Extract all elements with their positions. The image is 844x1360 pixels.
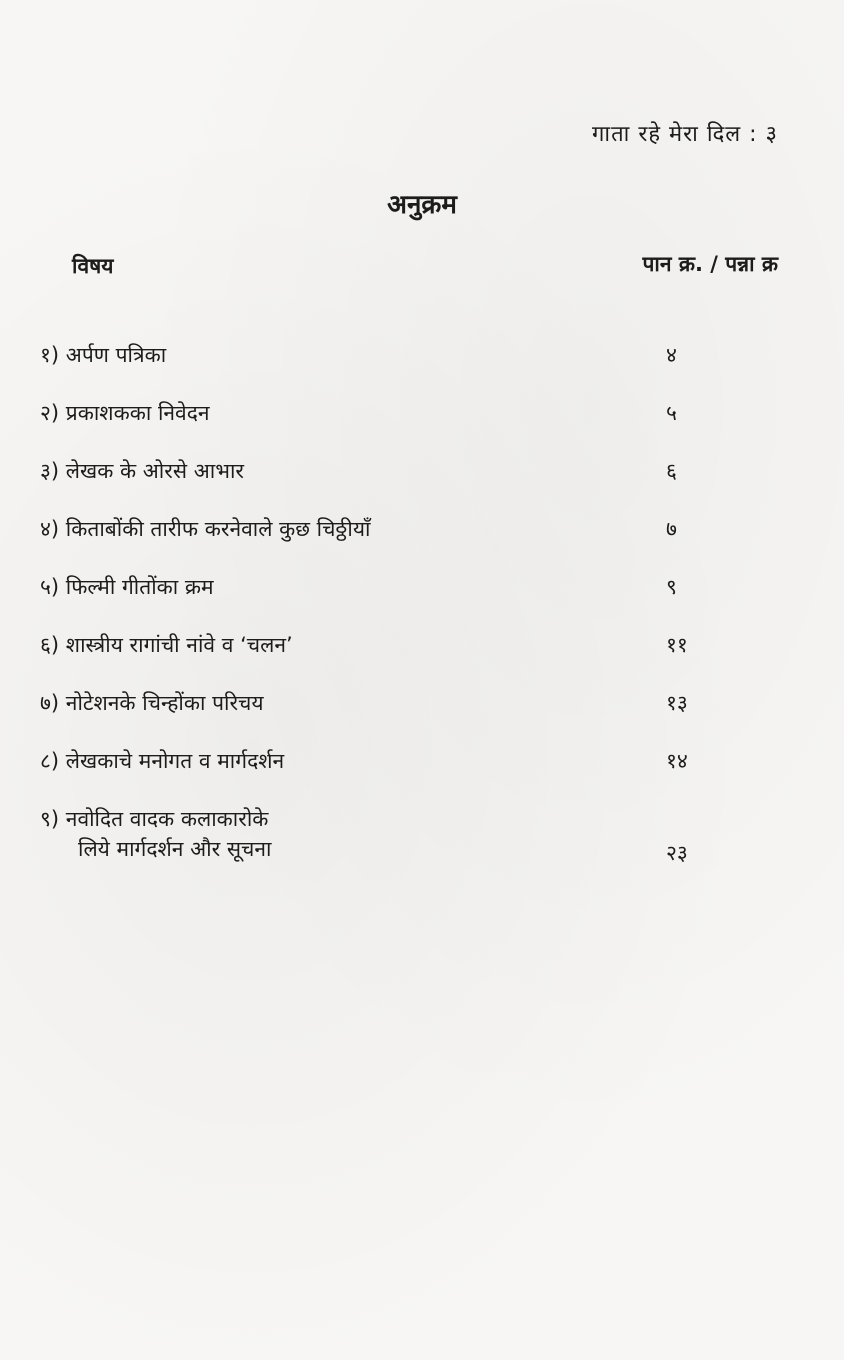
toc-entry[interactable] [40,398,740,456]
toc-entry-label: ५) फिल्मी गीतोंका क्रम [40,575,214,599]
toc-entry[interactable] [40,630,740,688]
toc-entry-label: ६) शास्त्रीय रागांची नांवे व ‘चलन’ [40,633,293,657]
toc-entry-label: १) अर्पण पत्रिका [40,343,167,367]
toc-entry-label [40,804,600,864]
toc-entry-label-line1: ९) नवोदित वादक कलाकारोके [40,807,269,831]
toc-entry-label: ८) लेखकाचे मनोगत व मार्गदर्शन [40,749,285,773]
running-header: गाता रहे मेरा दिल : ३ [592,122,778,147]
toc-entry[interactable] [40,746,740,804]
toc-entry[interactable] [40,804,740,884]
toc-entry[interactable] [40,514,740,572]
toc-entry-page: ५ [666,401,677,425]
toc-entry-page: ९ [666,575,677,599]
column-header-page: पान क्र. / पन्ना क्र [642,252,778,276]
toc-entry-page: ६ [666,459,677,483]
toc-entry-label: ७) नोटेशनके चिन्होंका परिचय [40,691,264,715]
toc-entry[interactable] [40,340,740,398]
table-of-contents [40,340,740,884]
toc-entry-page: ११ [666,633,688,657]
toc-entry-label: २) प्रकाशकका निवेदन [40,401,210,425]
toc-entry-label-line2: लिये मार्गदर्शन और सूचना [78,837,272,861]
toc-entry-page: ४ [666,343,677,367]
toc-entry-page: २३ [666,841,688,865]
column-header-subject: विषय [72,254,114,278]
toc-entry-page: १३ [666,691,688,715]
toc-entry-page: १४ [666,749,688,773]
toc-entry[interactable] [40,688,740,746]
contents-title: अनुक्रम [387,190,457,220]
toc-entry[interactable] [40,456,740,514]
toc-entry-label: ३) लेखक के ओरसे आभार [40,459,245,483]
toc-entry-page: ७ [666,517,677,541]
toc-entry-label: ४) किताबोंकी तारीफ करनेवाले कुछ चिठ्ठीयाँ [40,517,371,541]
toc-entry[interactable] [40,572,740,630]
